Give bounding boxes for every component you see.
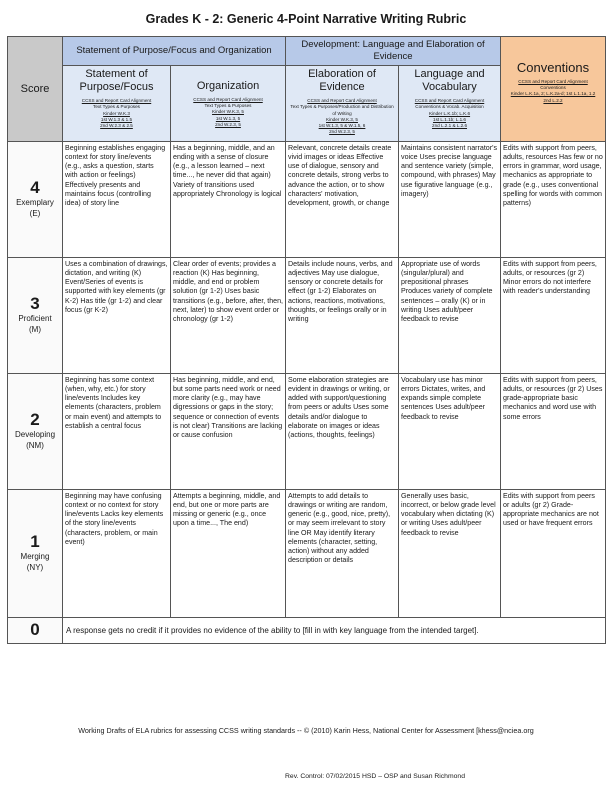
zero-credit-text: A response gets no credit if it provides no evidence of the ability to [fill in with key language from the intended target].: [66, 625, 479, 635]
criteria-cell: Generally uses basic, incorrect, or below grade level vocabulary when dictating (K) or writing Uses adult/peer feedback to revise: [401, 491, 496, 537]
criteria-cell: Maintains consistent narrator's voice Uses precise language and sentence variety (simple, compound, with phrases) May use figurative language (e.g., imagery): [401, 143, 497, 198]
criteria-cell: Appropriate use of words (singular/plural) and prepositional phrases Produces variety of complete sentences – orally (K) or in writing Uses adult/peer feedback to revise: [401, 259, 493, 324]
col-header-elaboration: Elaboration of Evidence CCSS and Report Card Alignment Text Types & Purposes/Production and Distribution of Writing Kinder W.K.3, 5 1st W.1.3, 5 & W.1.5, 6 2nd W.2.3, 5: [286, 65, 399, 141]
language-standards: CCSS and Report Card Alignment Conventions & Vocab. Acquisition Kinder L.K.1b; L.K.6 1st L.1.1b; L.1.6 2nd L.2.1 & L.2.6: [414, 98, 485, 128]
score-cell: 3 Proficient (M): [8, 257, 63, 373]
criteria-cell: Clear order of events; provides a reaction (K) Has beginning, middle, and end or problem solution (gr 1-2) Uses basic transitions (e.g., before, after, then, next, later) to show event order or chronology (gr 1-2): [173, 259, 284, 324]
rubric-row-2: [8, 373, 606, 489]
score-cell: 0: [8, 617, 63, 643]
conventions-header: [501, 37, 606, 142]
score-cell: 4 Exemplary (E): [8, 141, 63, 257]
criteria-cell: Edits with support from peers, adults, resources Has few or no errors in grammar, word usage, mechanics as appropriate to grade (e.g., uses conventional spelling for words with common patterns): [503, 143, 603, 208]
criteria-cell: Has beginning, middle, and end, but some parts need work or need more clarity (e.g., may have digressions or gaps in the story; sequence or connection of events is not clear) Transitions are lacking or cause confusion: [173, 375, 283, 440]
score-header: Score: [8, 37, 63, 142]
criteria-cell: Details include nouns, verbs, and adjectives May use dialogue, sensory or concrete details for effect (gr 1-2) Elaborates on actions, reactions, motivations, thoughts, or feelings orally or in writing: [288, 259, 393, 324]
criteria-cell: Uses a combination of drawings, dictation, and writing (K) Event/Series of events is supported with key elements (gr K-2) Has title (gr 1-2) and clear focus (gr K-2): [65, 259, 168, 314]
col-header-organization: Organization CCSS and Report Card Alignment Text Types & Purposes Kinder W.K.3, 5 1st W.1.3, 5 2nd W.2.3, 5: [171, 65, 286, 141]
rubric-row-1: [8, 489, 606, 617]
criteria-cell: Has a beginning, middle, and an ending with a sense of closure (e.g., a lesson learned – next time..., he never did that again) Variety of transitions used appropriately Chronology is logical: [173, 143, 282, 198]
conventions-standards: CCSS and Report Card Alignment Conventions Kinder L.K.1a, 2; L.K.2a-d; 1st L.1.1a, 1.2 2nd L.2.2: [510, 79, 596, 103]
organization-standards: CCSS and Report Card Alignment Text Types & Purposes Kinder W.K.3, 5 1st W.1.3, 5 2nd W.2.3, 5: [193, 96, 263, 127]
footer-credit: Working Drafts of ELA rubrics for assessing CCSS writing standards -- © (2010) Karin Hess, National Center for Assessment [khess@nciea.org: [78, 726, 534, 735]
criteria-cell: Beginning may have confusing context or no context for story line/events Lacks key elements of the story line/events (characters, problem, or main event): [65, 491, 164, 546]
criteria-cell: Beginning establishes engaging context for story line/events (e.g., asks a question, starts with action or feelings) Effectively presents and maintains focus (controlling idea) of story line: [65, 143, 166, 208]
col-header-language: Language and Vocabulary CCSS and Report Card Alignment Conventions & Vocab. Acquisition Kinder L.K.1b; L.K.6 1st L.1.1b; L.1.6 2nd L.2.1 & L.2.6: [399, 65, 501, 141]
criteria-cell: Beginning has some context (when, why, etc.) for story line/events Includes key elements (characters, problem or main event) and attempts to establish a central focus: [65, 375, 162, 430]
group-header-purpose-organization: Statement of Purpose/Focus and Organization: [63, 37, 286, 66]
rubric-row-3: [8, 257, 606, 373]
col-header-purpose-focus: Statement of Purpose/Focus CCSS and Report Card Alignment Text Types & Purposes Kinder W.K.3 1st W.1.3 & 1.5 2nd W.2.3 & 2.5: [63, 65, 171, 141]
rubric-row-0: [8, 617, 606, 643]
elaboration-standards: CCSS and Report Card Alignment Text Types & Purposes/Production and Distribution of Writing Kinder W.K.3, 5 1st W.1.3, 5 & W.1.5, 6 2nd W.2.3, 5: [290, 98, 394, 135]
revision-control: Rev. Control: 07/02/2015 HSD – OSP and Susan Richmond: [285, 773, 465, 780]
rubric-row-4: [8, 141, 606, 257]
criteria-cell: Some elaboration strategies are evident in drawings or writing, or added with support/questioning from peers or adults Uses some details and/or dialogue to elaborate on images or ideas (actions, thoughts, feelings): [288, 375, 390, 440]
criteria-cell: Edits with support from peers, adults, or resources (gr 2) Minor errors do not interfere with reader's understanding: [503, 259, 597, 296]
criteria-cell: Edits with support from peers or adults (gr 2) Grade-appropriate mechanics are not used or have frequent errors: [503, 491, 599, 528]
purpose-standards: CCSS and Report Card Alignment Text Types & Purposes Kinder W.K.3 1st W.1.3 & 1.5 2nd W.2.3 & 2.5: [81, 98, 152, 128]
conventions-title: Conventions: [516, 60, 590, 75]
criteria-cell: Vocabulary use has minor errors Dictates, writes, and expands simple complete sentences Uses adult/peer feedback to revise: [401, 375, 486, 421]
page-title: Grades K - 2: Generic 4-Point Narrative Writing Rubric: [145, 12, 467, 26]
criteria-cell: Attempts to add details to drawings or writing are random, generic (e.g., good, nice, pretty), or may seem irrelevant to story line OR May identify literary elements (character, setting, action) without any added description or details: [288, 491, 391, 565]
criteria-cell: Attempts a beginning, middle, and end, but one or more parts are missing or generic (e.g., once upon a time..., The end): [173, 491, 281, 528]
criteria-cell: Edits with support from peers, adults, or resources (gr 2) Uses grade-appropriate basic mechanics and word use with some errors: [503, 375, 603, 421]
score-cell: 1 Merging (NY): [8, 489, 63, 617]
group-header-development: Development: Language and Elaboration of Evidence: [286, 37, 501, 66]
score-cell: 2 Developing (NM): [8, 373, 63, 489]
rubric-table: [7, 36, 606, 644]
criteria-cell: Relevant, concrete details create vivid images or ideas Effective use of dialogue, sensory and concrete details, strong verbs to advance the action, or to show characters' motivation, development, growth, or change: [288, 143, 392, 208]
